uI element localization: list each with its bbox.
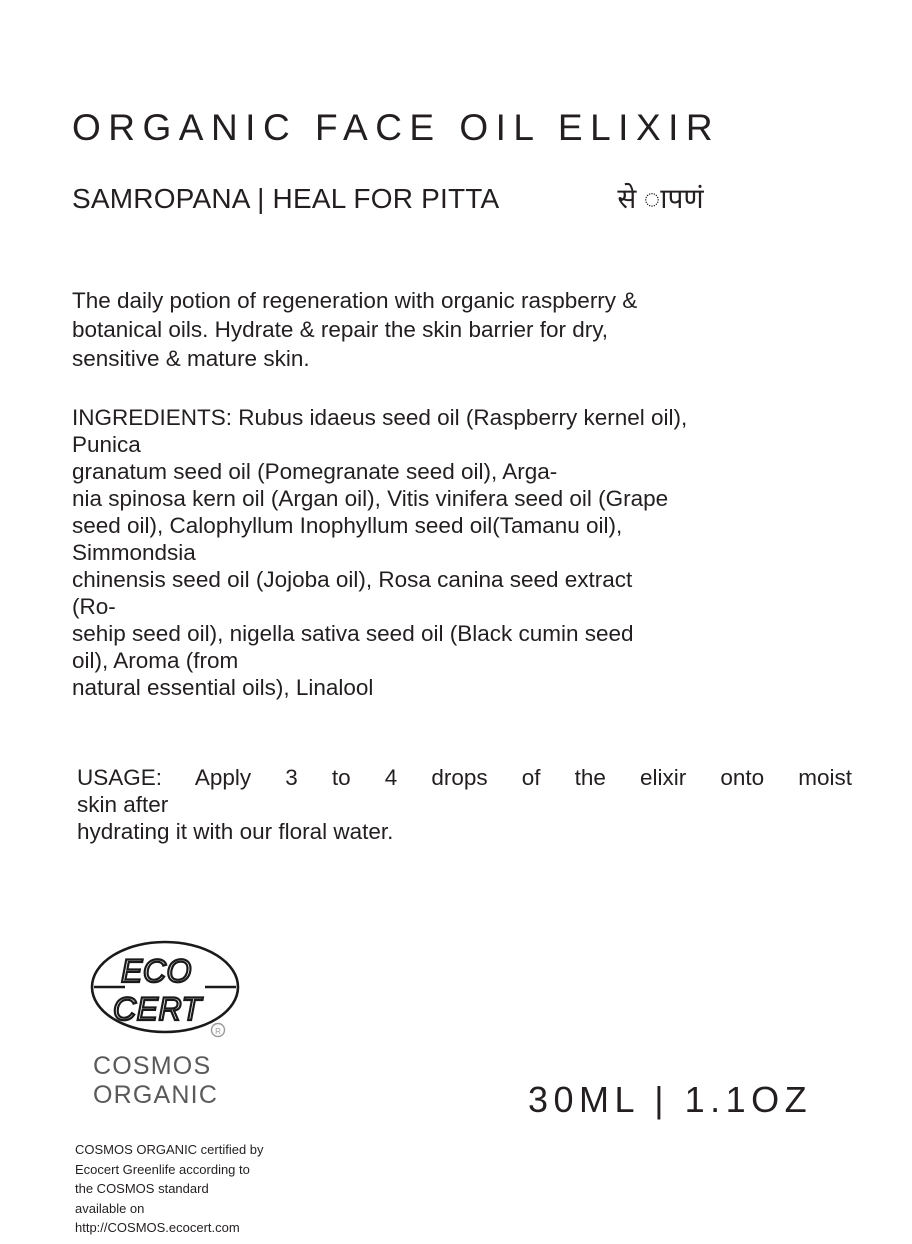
ingredients-line: granatum seed oil (Pomegranate seed oil), Arga- <box>72 459 558 484</box>
cosmos-line-2: ORGANIC <box>93 1081 219 1109</box>
volume-text: 30ML | 1.1OZ <box>528 1079 813 1120</box>
svg-text:CERT: CERT <box>113 991 202 1027</box>
ingredients-line: chinensis seed oil (Jojoba oil), Rosa canina seed extract <box>72 567 633 592</box>
ingredients-line: natural essential oils), Linalool <box>72 675 374 700</box>
description-line-2: botanical oils. Hydrate & repair the skin barrier for dry, <box>72 317 609 342</box>
ingredients-line: (Ro- <box>72 594 116 619</box>
ecocert-certification-block <box>85 938 265 1118</box>
usage-line-2: skin after <box>77 792 169 817</box>
cosmos-organic-wordmark <box>93 1052 265 1110</box>
fineprint-url: http://COSMOS.ecocert.com <box>75 1220 240 1235</box>
usage-line-1: USAGE: Apply 3 to 4 drops of the elixir onto moist <box>77 765 852 790</box>
subtitle-row <box>72 182 862 222</box>
svg-text:R: R <box>215 1027 221 1036</box>
ingredients-line: INGREDIENTS: Rubus idaeus seed oil (Raspberry kernel oil), <box>72 405 688 430</box>
fineprint-line: available on <box>75 1200 145 1216</box>
fineprint-line: Ecocert Greenlife according to <box>75 1161 250 1177</box>
ingredients-line: Punica <box>72 432 141 457</box>
ingredients-block <box>72 404 862 701</box>
ingredients-line: sehip seed oil), nigella sativa seed oil (Black cumin seed <box>72 621 634 646</box>
title-row <box>72 104 862 154</box>
fineprint-line: the COSMOS standard <box>75 1181 209 1196</box>
subtitle-latin: SAMROPANA | HEAL FOR PITTA <box>72 183 500 214</box>
ecocert-logo-icon <box>85 938 245 1044</box>
subtitle-devanagari: से ापणं <box>617 182 704 215</box>
ingredients-line: oil), Aroma (from <box>72 648 239 673</box>
description-line-3: sensitive & mature skin. <box>72 346 310 371</box>
usage-line-3: hydrating it with our floral water. <box>77 819 394 844</box>
cosmos-line-1: COSMOS <box>93 1052 212 1080</box>
ingredients-line: Simmondsia <box>72 540 196 565</box>
usage-block <box>77 764 852 845</box>
fineprint-line: COSMOS ORGANIC certified by <box>75 1142 264 1157</box>
registered-trademark-icon <box>212 1024 225 1037</box>
svg-text:ECO: ECO <box>121 953 192 989</box>
page-title: ORGANIC FACE OIL ELIXIR <box>72 107 721 148</box>
ingredients-line: seed oil), Calophyllum Inophyllum seed oil(Tamanu oil), <box>72 513 623 538</box>
certification-fineprint <box>75 1140 375 1238</box>
ingredients-line: nia spinosa kern oil (Argan oil), Vitis vinifera seed oil (Grape <box>72 486 669 511</box>
description-block <box>72 286 850 373</box>
description-line-1: The daily potion of regeneration with organic raspberry & <box>72 288 638 313</box>
